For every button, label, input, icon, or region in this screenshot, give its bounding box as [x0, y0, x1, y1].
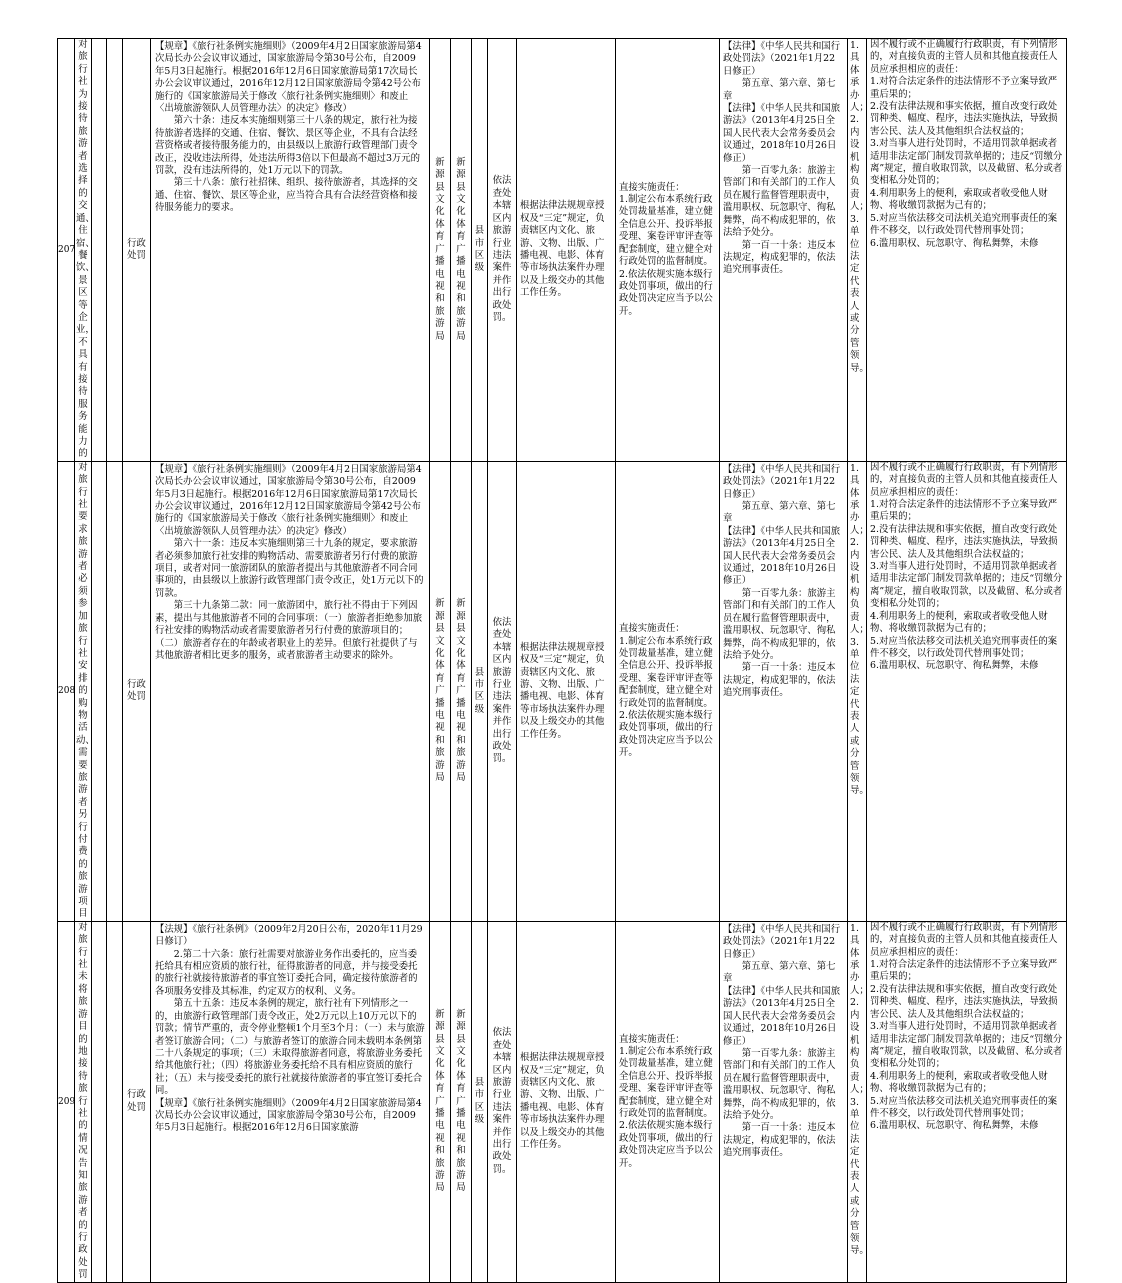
responsible-department: 新源县文化体育广播电视和旅游局 — [451, 461, 472, 921]
legal-basis — [151, 461, 430, 921]
cond-paragraph: 5.对应当依法移交司法机关追究刑事责任的案件不移交，以行政处罚代替刑事处罚； — [870, 1095, 1058, 1119]
resp-paragraph: 2.依法依规实施本级行政处罚事项，做出的行政处罚决定应当予以公开。 — [619, 1120, 713, 1169]
blank-cell — [107, 39, 123, 462]
basis-paragraph: 2.第二十六条：旅行社需要对旅游业务作出委托的，应当委托给具有相应资质的旅行社，征得旅游者的同意，并与接受委托的旅行社就接待旅游者的事宜签订委托合同，确定接待旅游者的各项服务安排及其标准，约定双方的权利、义务。 — [155, 948, 418, 997]
liab-paragraph: 第五章、第六章、第七章 — [723, 501, 836, 525]
basis-paragraph: 第六十条：违反本实施细则第三十八条的规定，旅行社为接待旅游者选择的交通、住宿、餐饮、景区等企业，不具有合法经营资格或者接待服务能力的，由县级以上旅游行政管理部门责令改正，没收违法所得，处违法所得3倍以下但最高不超过3万元的罚款，没有违法所得的，处1万元以下的罚款。 — [155, 115, 421, 177]
blank-cell — [92, 921, 107, 1282]
department-duty: 根据法律法规规章授权及“三定”规定，负责辖区内文化、旅游、文物、出版、广播电视、电影、体育等市场执法案件办理以及上级交办的其他工作任务。 — [517, 39, 616, 462]
basis-paragraph: 第六十一条：违反本实施细则第三十九条的规定，要求旅游者必须参加旅行社安排的购物活动、需要旅游者另行付费的旅游项目，或者对同一旅游团队的旅游者提出与其他旅游者不同合同事项的，由县级以上旅游行政管理部门责令改正，处1万元以下的罚款。 — [155, 538, 424, 599]
resp-paragraph: 2.依法依规实施本级行政处罚事项，做出的行政处罚决定应当予以公开。 — [619, 268, 713, 317]
department-duty: 根据法律法规规章授权及“三定”规定，负责辖区内文化、旅游、文物、出版、广播电视、电影、体育等市场执法案件办理以及上级交办的其他工作任务。 — [517, 461, 616, 921]
liab-paragraph: 【法律】《中华人民共和国行政处罚法》（2021年1月22日修正） — [723, 41, 841, 77]
liability-conditions — [867, 921, 1067, 1282]
liability-subject: 1.具体承办人；2.内设机构负责人；3.单位法定代表人或分管领导。 — [848, 921, 867, 1282]
responsibility-items — [616, 39, 720, 462]
exercise-level: 县市区级 — [472, 461, 488, 921]
implementing-department: 新源县文化体育广播电视和旅游局 — [430, 921, 451, 1282]
responsibility-items — [616, 461, 720, 921]
row-number: 208 — [58, 461, 75, 921]
cond-paragraph: 3.对当事人进行处罚时，不适用罚款单据或者适用非法定部门制发罚款单据的；违反“罚缴分离”规定，擅自收取罚款，以及截留、私分或者变相私分处罚的； — [870, 1021, 1063, 1070]
liab-paragraph: 第五章、第六章、第七章 — [723, 78, 836, 102]
basis-paragraph: 第三十八条：旅行社招徕、组织、接待旅游者，其选择的交通、住宿、餐饮、景区等企业，应当符合具有合法经营资格和接待服务能力的要求。 — [155, 177, 418, 214]
exercise-level: 县市区级 — [472, 39, 488, 462]
cond-paragraph: 1.对符合法定条件的违法情形不予立案导致严重后果的； — [870, 959, 1058, 983]
resp-paragraph: 直接实施责任： — [619, 1033, 685, 1045]
liability-basis — [720, 39, 848, 462]
basis-paragraph: 第五十五条：违反本条例的规定，旅行社有下列情形之一的，由旅游行政管理部门责令改正，处2万元以上10万元以下的罚款；情节严重的，责令停业整顿1个月至3个月：（一）未与旅游者签订旅游合同；（二）与旅游者签订的旅游合同未载明本条例第二十八条规定的事项；（三）未取得旅游者同意，将旅游业务委托给其他旅行社；（四）将旅游业务委托给不具有相应资质的旅行社；（五）未与接受委托的旅行社就接待旅游者的事宜签订委托合同。 — [155, 998, 425, 1097]
liability-basis — [720, 921, 848, 1282]
exercise-level: 县市区级 — [472, 921, 488, 1282]
liab-paragraph: 第五章、第六章、第七章 — [723, 961, 836, 985]
document-page — [57, 38, 1066, 1281]
responsibility-items — [616, 921, 720, 1282]
power-type: 行政处罚 — [123, 461, 151, 921]
row-number: 209 — [58, 921, 75, 1282]
basis-paragraph: 【规章】《旅行社条例实施细则》（2009年4月2日国家旅游局第4次局长办公会议审议通过，国家旅游局令第30号公布，自2009年5月3日起施行。根据2016年12月6日国家旅游局第17次局长办公会议审议通过，2016年12月12日国家旅游局令第42号公布施行的《国家旅游局关于修改〈旅行社条例实施细则〉和废止〈出境旅游领队人员管理办法〉的决定》修改） — [155, 463, 422, 537]
resp-paragraph: 1.制定公布本系统行政处罚裁量基准，建立健全信息公开、投诉举报受理、案卷评审评查等配套制度，建立健全对行政处罚的监督制度。 — [619, 635, 713, 709]
implementing-department: 新源县文化体育广播电视和旅游局 — [430, 461, 451, 921]
liab-paragraph: 第一百零九条：旅游主管部门和有关部门的工作人员在履行监督管理职责中，滥用职权、玩忽职守、徇私舞弊，尚不构成犯罪的，依法给予处分。 — [723, 165, 836, 239]
cond-paragraph: 1.对符合法定条件的违法情形不予立案导致严重后果的； — [870, 499, 1058, 523]
resp-paragraph: 直接实施责任： — [619, 623, 685, 635]
basis-paragraph: 【规章】《旅行社条例实施细则》（2009年4月2日国家旅游局第4次局长办公会议审议通过，国家旅游局令第30号公布，自2009年5月3日起施行。根据2016年12月6日国家旅游局第17次局长办公会议审议通过，2016年12月12日国家旅游局令第42号公布施行的《国家旅游局关于修改〈旅行社条例实施细则〉和废止〈出境旅游领队人员管理办法〉的决定》修改） — [155, 41, 422, 115]
item-name: 对旅行社要求旅游者必须参加旅行社安排的购物活动、需要旅游者另行付费的旅游项目 — [76, 461, 95, 920]
liab-paragraph: 【法律】《中华人民共和国行政处罚法》（2021年1月22日修正） — [723, 463, 841, 500]
cond-paragraph: 6.滥用职权、玩忽职守、徇私舞弊，未修 — [870, 1120, 1039, 1132]
legal-basis — [151, 39, 430, 462]
power-list-table — [57, 38, 1067, 1283]
power-type: 行政处罚 — [123, 921, 151, 1282]
resp-paragraph: 2.依法依规实施本级行政处罚事项，做出的行政处罚决定应当予以公开。 — [619, 709, 713, 759]
blank-cell — [107, 921, 123, 1282]
cond-paragraph: 2.没有法律法规和事实依据，擅自改变行政处罚种类、幅度、程序，违法实施执法，导致损害公民、法人及其他组织合法权益的； — [870, 101, 1058, 137]
liability-conditions — [867, 39, 1067, 462]
liab-paragraph: 第一百一十条：违反本法规定，构成犯罪的，依法追究刑事责任。 — [723, 239, 836, 276]
department-duty: 根据法律法规规章授权及“三定”规定，负责辖区内文化、旅游、文物、出版、广播电视、电影、体育等市场执法案件办理以及上级交办的其他工作任务。 — [517, 921, 616, 1282]
liab-paragraph: 【法律】《中华人民共和国旅游法》（2013年4月25日全国人民代表大会常务委员会议通过，2018年10月26日修正） — [723, 525, 841, 587]
liab-paragraph: 第一百一十条：违反本法规定，构成犯罪的，依法追究刑事责任。 — [723, 662, 836, 699]
cond-paragraph: 因不履行或不正确履行行政职责，有下列情形的，对直接负责的主管人员和其他直接责任人员应承担相应的责任： — [870, 39, 1058, 75]
cond-paragraph: 1.对符合法定条件的违法情形不予立案导致严重后果的； — [870, 76, 1058, 100]
basis-paragraph: 【法规】《旅行社条例》（2009年2月20日公布，2020年11月29日修订） — [155, 923, 423, 948]
implementing-department: 新源县文化体育广播电视和旅游局 — [430, 39, 451, 462]
blank-cell — [92, 39, 107, 462]
liab-paragraph: 【法律】《中华人民共和国旅游法》（2013年4月25日全国人民代表大会常务委员会议通过，2018年10月26日修正） — [723, 985, 841, 1047]
table-row — [58, 39, 1067, 462]
table-row — [58, 921, 1067, 1282]
liability-subject: 1.具体承办人；2.内设机构负责人；3.单位法定代表人或分管领导。 — [848, 461, 867, 921]
item-name: 对旅行社未将旅游目的地接待旅行社的情况告知旅游者的行政处罚 — [75, 921, 92, 1282]
resp-paragraph: 1.制定公布本系统行政处罚裁量基准，建立健全信息公开、投诉举报受理、案卷评审评查等配套制度，建立健全对行政处罚的监督制度。 — [619, 1045, 713, 1119]
cond-paragraph: 6.滥用职权、玩忽职守、徇私舞弊，未修 — [870, 660, 1039, 672]
item-name: 对旅行社为接待旅游者选择的交通、住宿、餐饮、景区等企业，不具有接待服务能力的 — [76, 39, 95, 460]
resp-paragraph: 1.制定公布本系统行政处罚裁量基准，建立健全信息公开、投诉举报受理、案卷评审评查等配套制度，建立健全对行政处罚的监督制度。 — [619, 194, 713, 268]
responsible-department: 新源县文化体育广播电视和旅游局 — [451, 921, 472, 1282]
row-number: 207 — [58, 39, 75, 462]
scope-of-power: 依法查处本辖区内旅游行业违法案件并作出行政处罚。 — [488, 461, 517, 921]
responsible-department: 新源县文化体育广播电视和旅游局 — [451, 39, 472, 462]
cond-paragraph: 4.利用职务上的便利，索取或者收受他人财物、将收缴罚款据为己有的； — [870, 610, 1048, 635]
cond-paragraph: 4.利用职务上的便利，索取或者收受他人财物、将收缴罚款据为己有的； — [870, 187, 1048, 212]
liability-subject: 1.具体承办人；2.内设机构负责人；3.单位法定代表人或分管领导。 — [848, 39, 867, 462]
power-type: 行政处罚 — [123, 39, 151, 462]
cond-paragraph: 6.滥用职权、玩忽职守、徇私舞弊，未修 — [870, 237, 1039, 249]
liab-paragraph: 第一百零九条：旅游主管部门和有关部门的工作人员在履行监督管理职责中，滥用职权、玩忽职守、徇私舞弊，尚不构成犯罪的，依法给予处分。 — [723, 1047, 836, 1121]
legal-basis — [151, 921, 430, 1282]
cond-paragraph: 3.对当事人进行处罚时，不适用罚款单据或者适用非法定部门制发罚款单据的；违反“罚缴分离”规定，擅自收取罚款，以及截留、私分或者变相私分处罚的； — [870, 138, 1063, 187]
blank-cell — [107, 461, 123, 921]
table-row — [58, 461, 1067, 921]
basis-paragraph: 第三十九条第二款：同一旅游团中，旅行社不得由于下列因素，提出与其他旅游者不同的合同事项：（一）旅游者拒绝参加旅行社安排的购物活动或者需要旅游者另行付费的旅游项目的；（二）旅游者存在的年龄或者职业上的差异。但旅行社提供了与其他旅游者相比更多的服务，或者旅游者主动要求的除外。 — [155, 600, 423, 661]
cond-paragraph: 2.没有法律法规和事实依据，擅自改变行政处罚种类、幅度、程序，违法实施执法，导致损害公民、法人及其他组织合法权益的； — [870, 983, 1058, 1020]
liab-paragraph: 第一百零九条：旅游主管部门和有关部门的工作人员在履行监督管理职责中，滥用职权、玩忽职守、徇私舞弊，尚不构成犯罪的，依法给予处分。 — [723, 587, 836, 661]
cond-paragraph: 4.利用职务上的便利，索取或者收受他人财物、将收缴罚款据为己有的； — [870, 1070, 1048, 1095]
scope-of-power: 依法查处本辖区内旅游行业违法案件并作出行政处罚。 — [488, 921, 517, 1282]
liab-paragraph: 【法律】《中华人民共和国旅游法》（2013年4月25日全国人民代表大会常务委员会议通过，2018年10月26日修正） — [723, 103, 841, 164]
liability-conditions — [867, 461, 1067, 921]
liab-paragraph: 第一百一十条：违反本法规定，构成犯罪的，依法追究刑事责任。 — [723, 1122, 836, 1159]
cond-paragraph: 因不履行或不正确履行行政职责，有下列情形的，对直接负责的主管人员和其他直接责任人员应承担相应的责任： — [870, 921, 1058, 958]
cond-paragraph: 2.没有法律法规和事实依据，擅自改变行政处罚种类、幅度、程序，违法实施执法，导致损害公民、法人及其他组织合法权益的； — [870, 523, 1058, 560]
liability-basis — [720, 461, 848, 921]
basis-paragraph: 【规章】《旅行社条例实施细则》（2009年4月2日国家旅游局第4次局长办公会议审议通过，国家旅游局令第30号公布，自2009年5月3日起施行。根据2016年12月6日国家旅游 — [155, 1097, 422, 1134]
blank-cell — [92, 461, 107, 921]
resp-paragraph: 直接实施责任： — [619, 181, 685, 193]
liab-paragraph: 【法律】《中华人民共和国行政处罚法》（2021年1月22日修正） — [723, 923, 841, 960]
scope-of-power: 依法查处本辖区内旅游行业违法案件并作出行政处罚。 — [488, 39, 517, 462]
cond-paragraph: 因不履行或不正确履行行政职责，有下列情形的，对直接负责的主管人员和其他直接责任人员应承担相应的责任： — [870, 461, 1058, 498]
cond-paragraph: 3.对当事人进行处罚时，不适用罚款单据或者适用非法定部门制发罚款单据的；违反“罚缴分离”规定，擅自收取罚款，以及截留、私分或者变相私分处罚的； — [870, 561, 1063, 610]
cond-paragraph: 5.对应当依法移交司法机关追究刑事责任的案件不移交，以行政处罚代替刑事处罚； — [870, 635, 1058, 659]
cond-paragraph: 5.对应当依法移交司法机关追究刑事责任的案件不移交，以行政处罚代替刑事处罚； — [870, 212, 1058, 237]
